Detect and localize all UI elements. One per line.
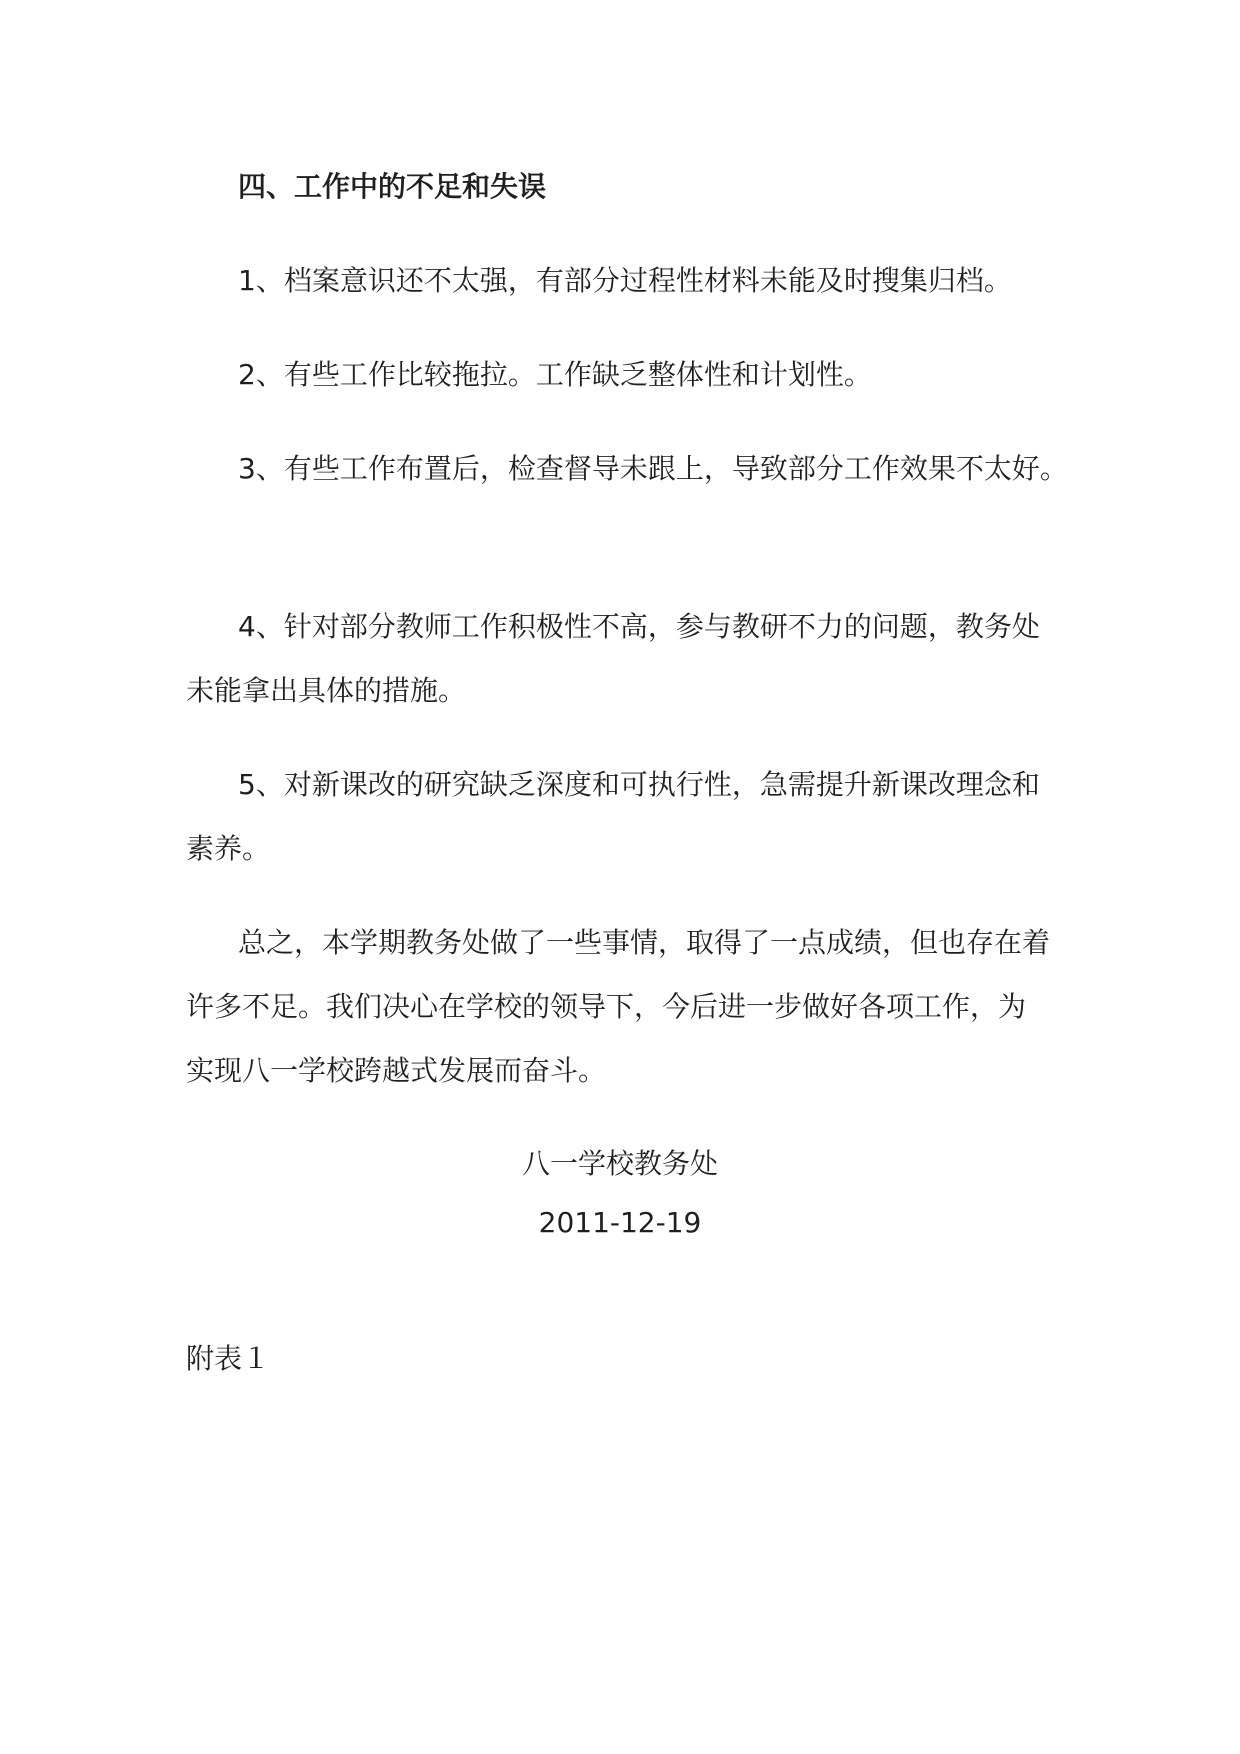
appendix-label: 附表１ <box>186 1342 271 1375</box>
list-item-3: 3、有些工作布置后，检查督导未跟上，导致部分工作效果不太好。 <box>238 452 1068 485</box>
signature-org: 八一学校教务处 <box>521 1147 718 1180</box>
list-item-4-line-2: 未能拿出具体的措施。 <box>186 674 467 707</box>
list-item-2: 2、有些工作比较拖拉。工作缺乏整体性和计划性。 <box>238 358 872 391</box>
list-item-5-line-1: 5、对新课改的研究缺乏深度和可执行性，急需提升新课改理念和 <box>238 768 1040 801</box>
summary-line-1: 总之，本学期教务处做了一些事情，取得了一点成绩，但也存在着 <box>238 926 1051 959</box>
list-item-5-line-2: 素养。 <box>186 832 271 865</box>
signature-date: 2011-12-19 <box>538 1206 702 1239</box>
summary-line-3: 实现八一学校跨越式发展而奋斗。 <box>186 1054 607 1087</box>
summary-line-2: 许多不足。我们决心在学校的领导下，今后进一步做好各项工作，为 <box>186 990 1027 1023</box>
list-item-4-line-1: 4、针对部分教师工作积极性不高，参与教研不力的问题，教务处 <box>238 610 1040 643</box>
list-item-1: 1、档案意识还不太强，有部分过程性材料未能及时搜集归档。 <box>238 264 1012 297</box>
section-heading: 四、工作中的不足和失误 <box>238 170 547 203</box>
